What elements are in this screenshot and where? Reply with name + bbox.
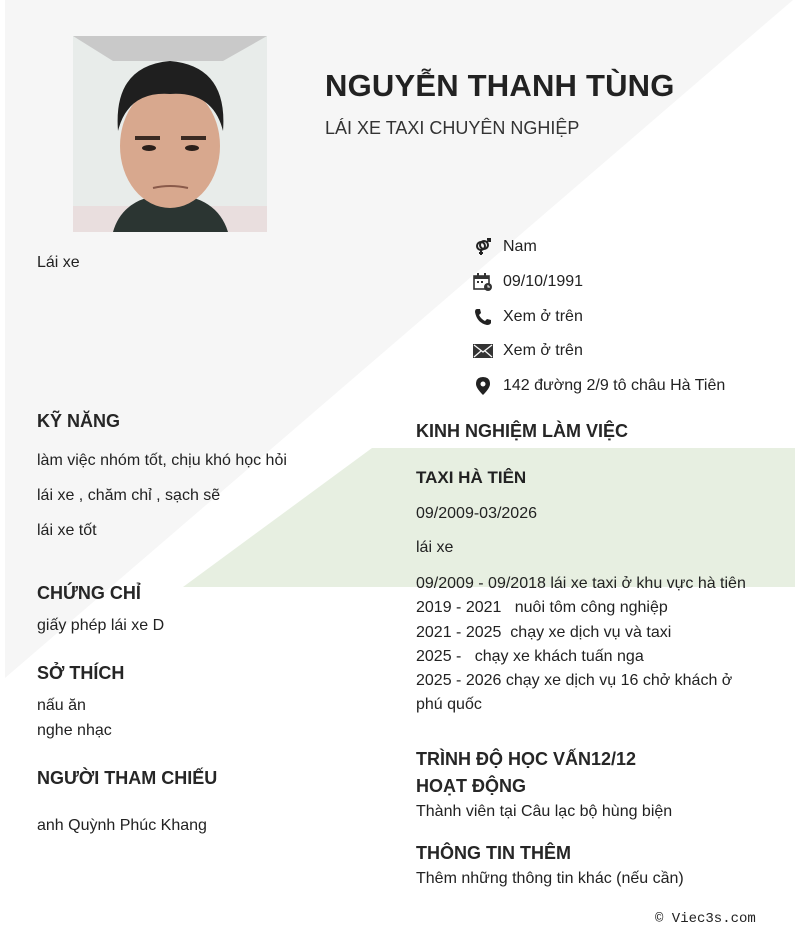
certificates-heading: CHỨNG CHỈ [37,583,141,603]
birthdate-value: 09/10/1991 [503,273,584,291]
gender-value: Nam [503,238,537,256]
calendar-icon [472,272,494,292]
skill-item: lái xe tốt [37,522,97,539]
contact-gender [472,230,725,265]
hobby-item: nấu ăn [37,697,86,714]
experience-detail-line: 2025 - 2026 chạy xe dịch vụ 16 chở khách ở [416,672,733,690]
phone-value: Xem ở trên [503,307,583,325]
experience-period: 09/2009-03/2026 [416,505,537,522]
footer-watermark: © Viec3s.com [655,911,756,927]
skill-item: làm việc nhóm tốt, chịu khó học hỏi [37,452,287,469]
contact-address [472,369,725,404]
contact-email [472,334,725,369]
candidate-name: NGUYỄN THANH TÙNG [325,68,675,103]
education-heading: TRÌNH ĐỘ HỌC VẤN12/12 [416,749,637,769]
contact-phone [472,299,725,334]
skills-heading: KỸ NĂNG [37,411,121,431]
avatar-photo [73,36,267,232]
activity-item: Thành viên tại Câu lạc bộ hùng biện [416,803,673,820]
email-icon [472,341,494,361]
extra-info-item: Thêm những thông tin khác (nếu cần) [416,870,684,887]
portrait-image [73,36,267,232]
gender-icon [472,237,494,257]
phone-icon [472,307,494,327]
experience-detail-line: 09/2009 - 09/2018 lái xe taxi ở khu vực hà tiên [416,575,746,592]
reference-item: anh Quỳnh Phúc Khang [37,817,207,834]
experience-detail-line: 2025 - chạy xe khách tuấn nga [416,647,644,665]
hobbies-heading: SỞ THÍCH [37,663,125,683]
experience-position: lái xe [416,539,454,556]
email-value: Xem ở trên [503,342,583,360]
experience-detail-line: phú quốc [416,696,482,714]
activities-heading: HOẠT ĐỘNG [416,776,526,796]
address-value: 142 đường 2/9 tô châu Hà Tiên [503,377,726,395]
certificate-item: giấy phép lái xe D [37,617,165,634]
hobby-item: nghe nhạc [37,722,112,739]
job-title: LÁI XE TAXI CHUYÊN NGHIỆP [325,118,580,138]
career-objective: Lái xe [37,254,80,271]
references-heading: NGƯỜI THAM CHIẾU [37,768,218,788]
contact-birthdate [472,265,725,300]
extra-info-heading: THÔNG TIN THÊM [416,843,571,863]
skill-item: lái xe , chăm chỉ , sạch sẽ [37,487,221,504]
experience-detail-line: 2019 - 2021 nuôi tôm công nghiệp [416,599,668,617]
experience-detail-line: 2021 - 2025 chạy xe dịch vụ và taxi [416,623,672,641]
experience-details [416,572,786,718]
location-icon [472,376,494,396]
company-name: TAXI HÀ TIÊN [416,468,527,487]
experience-heading: KINH NGHIỆM LÀM VIỆC [416,421,629,441]
contact-info [472,230,725,403]
